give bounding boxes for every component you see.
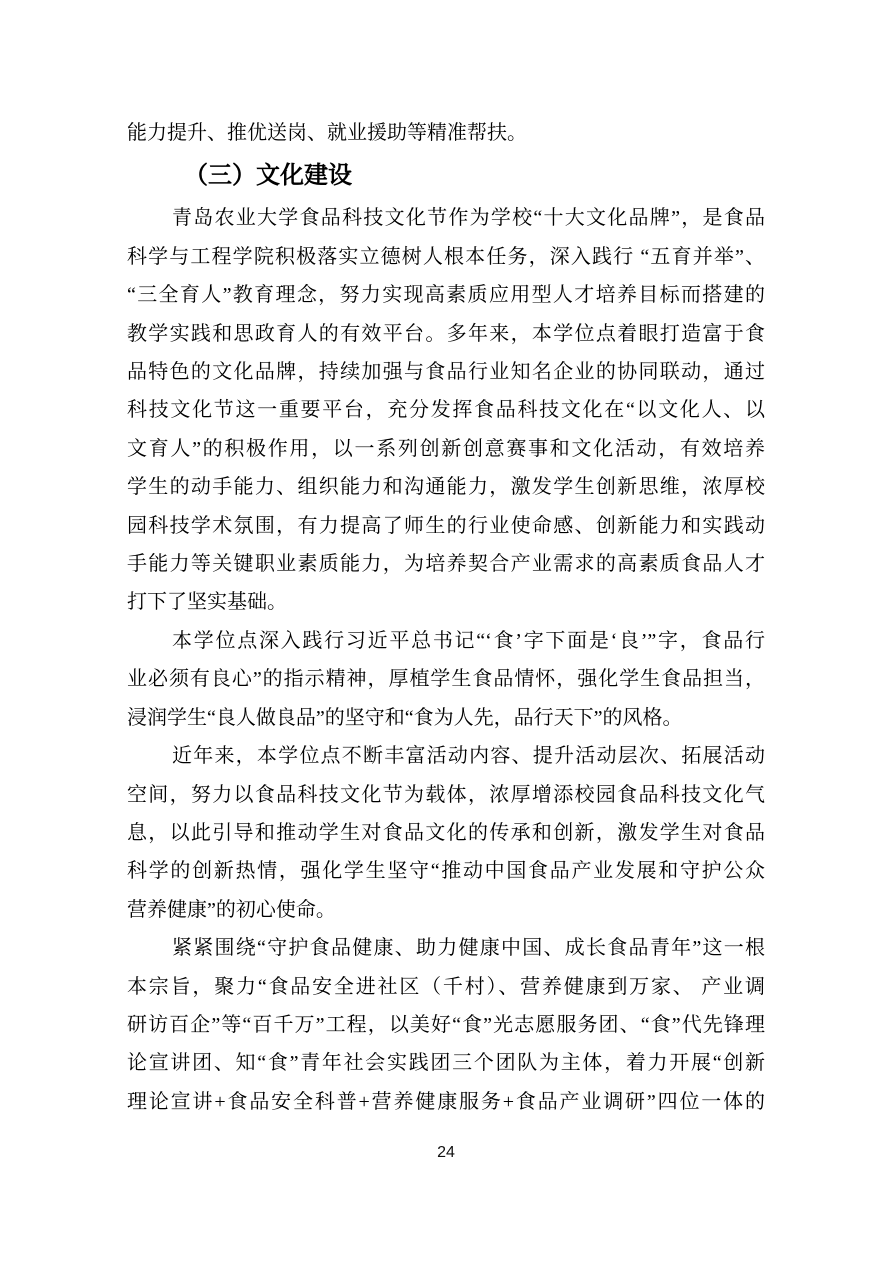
text-line: 息，以此引导和推动学生对食品文化的传承和创新，激发学生对食品 [127, 821, 765, 844]
text-line: 本学位点深入践行习近平总书记“‘食’字下面是‘良’”字，食品行 [172, 629, 765, 652]
text-line: 论宣讲团、知“食”青年社会实践团三个团队为主体，着力开展“创新 [127, 1052, 765, 1075]
text-line: 学生的动手能力、组织能力和沟通能力，激发学生创新思维，浓厚校 [127, 476, 765, 499]
text-line: 近年来，本学位点不断丰富活动内容、提升活动层次、拓展活动 [172, 745, 765, 768]
text-line: 品特色的文化品牌，持续加强与食品行业知名企业的协同联动，通过 [127, 361, 765, 384]
page-number: 24 [437, 1144, 455, 1161]
text-line: 本宗旨，聚力“食品安全进社区（千村）、营养健康到万家、 产业调 [127, 975, 765, 998]
text-line: 浸润学生“良人做良品”的坚守和“食为人先，品行天下”的风格。 [127, 706, 683, 729]
text-line: 能力提升、推优送岗、就业援助等精准帮扶。 [127, 122, 527, 144]
body-text [127, 114, 765, 1121]
text-line: 空间，努力以食品科技文化节为载体，浓厚增添校园食品科技文化气 [127, 783, 765, 806]
text-line: 紧紧围绕“守护食品健康、助力健康中国、成长食品青年”这一根 [172, 937, 765, 960]
text-line: 文育人”的积极作用，以一系列创新创意赛事和文化活动，有效培养 [127, 437, 765, 460]
text-line: 青岛农业大学食品科技文化节作为学校“十大文化品牌”，是食品 [172, 207, 765, 230]
text-line: 科学的创新热情，强化学生坚守“推动中国食品产业发展和守护公众 [127, 860, 765, 883]
text-line: 研访百企”等“百千万”工程，以美好“食”光志愿服务团、“食”代先锋理 [127, 1013, 765, 1036]
text-line: 打下了坚实基础。 [127, 591, 287, 614]
text-line: 手能力等关键职业素质能力，为培养契合产业需求的高素质食品人才 [127, 553, 765, 576]
section-heading: （三）文化建设 [184, 162, 352, 190]
text-line: 理论宣讲+食品安全科普+营养健康服务+食品产业调研”四位一体的 [127, 1090, 765, 1113]
text-line: 营养健康”的初心使命。 [127, 898, 336, 921]
text-line: 业必须有良心”的指示精神，厚植学生食品情怀，强化学生食品担当， [127, 668, 765, 691]
text-line: “三全育人”教育理念，努力实现高素质应用型人才培养目标而搭建的 [127, 284, 765, 307]
text-line: 园科技学术氛围，有力提高了师生的行业使命感、创新能力和实践动 [127, 514, 765, 537]
text-line: 科学与工程学院积极落实立德树人根本任务，深入践行 “五育并举”、 [127, 245, 765, 268]
text-line: 科技文化节这一重要平台，充分发挥食品科技文化在“以文化人、以 [127, 399, 765, 422]
text-line: 教学实践和思政育人的有效平台。多年来，本学位点着眼打造富于食 [127, 322, 765, 345]
